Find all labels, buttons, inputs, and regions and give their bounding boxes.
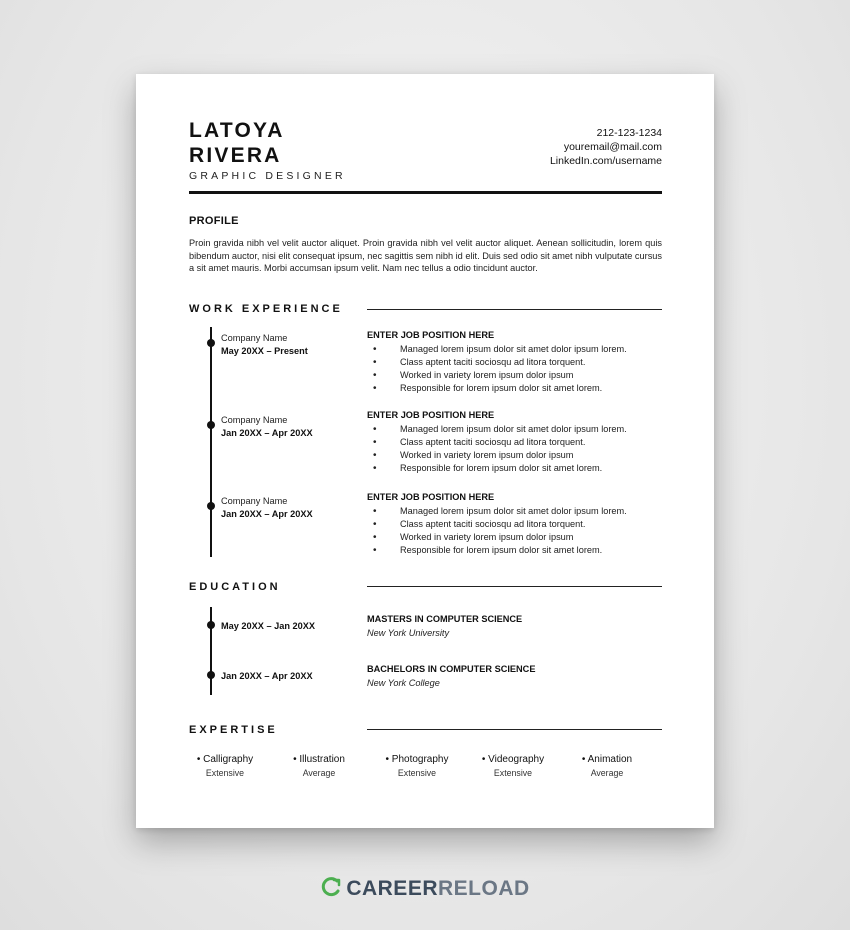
- brand-logo: [0, 876, 850, 904]
- skill-name: Calligraphy: [203, 754, 254, 765]
- degree: BACHELORS IN COMPUTER SCIENCE: [367, 664, 536, 674]
- email: youremail@mail.com: [563, 141, 662, 153]
- job-dates: May 20XX – Present: [221, 346, 308, 356]
- job-title: GRAPHIC DESIGNER: [189, 170, 346, 182]
- work-rule: [367, 309, 662, 310]
- education-dates: Jan 20XX – Apr 20XX: [221, 671, 313, 681]
- brand-reload: RELOAD: [438, 877, 530, 900]
- bullet: • Managed lorem ipsum dolor sit amet dolor ipsum lorem.: [367, 423, 667, 436]
- job-dates: Jan 20XX – Apr 20XX: [221, 428, 313, 438]
- skill-name: Videography: [488, 754, 545, 765]
- bullet: • Class aptent taciti sociosqu ad litora torquent.: [367, 518, 667, 531]
- skill-name: Illustration: [299, 754, 345, 765]
- linkedin: LinkedIn.com/username: [549, 155, 662, 167]
- skill-level: Extensive: [493, 768, 533, 778]
- job-position: ENTER JOB POSITION HERE: [367, 330, 495, 340]
- timeline-dot: [207, 671, 215, 679]
- bullet: • Responsible for lorem ipsum dolor sit amet lorem.: [367, 382, 667, 395]
- candidate-name: [189, 118, 285, 168]
- timeline-dot: [207, 339, 215, 347]
- careerreload-logo-icon: [320, 876, 342, 904]
- skill-item: • Animation Average: [562, 754, 652, 778]
- job-entry: [367, 410, 667, 475]
- skill-item: • Calligraphy Extensive: [180, 754, 270, 778]
- school: New York University: [367, 628, 450, 638]
- bullet: • Class aptent taciti sociosqu ad litora torquent.: [367, 436, 667, 449]
- bullet: • Worked in variety lorem ipsum dolor ipsum: [367, 449, 667, 462]
- skill-item: • Videography Extensive: [468, 754, 558, 778]
- last-name: RIVERA: [189, 144, 282, 167]
- company-name: Company Name: [221, 333, 288, 343]
- school: New York College: [367, 678, 440, 688]
- skill-level: Extensive: [397, 768, 437, 778]
- job-bullets: [367, 423, 667, 475]
- degree: MASTERS IN COMPUTER SCIENCE: [367, 614, 523, 624]
- job-bullets: [367, 505, 667, 557]
- bullet: • Worked in variety lorem ipsum dolor ipsum: [367, 369, 667, 382]
- first-name: LATOYA: [189, 119, 285, 142]
- skill-item: • Photography Extensive: [372, 754, 462, 778]
- timeline-dot: [207, 421, 215, 429]
- job-dates: Jan 20XX – Apr 20XX: [221, 509, 313, 519]
- timeline-dot: [207, 621, 215, 629]
- profile-text: Proin gravida nibh vel velit auctor aliquet. Proin gravida nibh vel velit auctor aliquet. Aenean sollicitudin, lorem quis bibendum auctor, nisi elit consequat ipsum, nec sagittis sem nibh id elit. Duis sed odio sit amet nibh vulputate cursus a sit amet mauris. Morbi accumsan ipsum velit. Nam nec tellus a odio tincidunt auctor.: [189, 238, 662, 274]
- work-timeline: [210, 327, 212, 557]
- education-dates: May 20XX – Jan 20XX: [221, 621, 315, 631]
- header-divider: [189, 191, 662, 194]
- company-name: Company Name: [221, 496, 288, 506]
- bullet: • Managed lorem ipsum dolor sit amet dolor ipsum lorem.: [367, 343, 667, 356]
- bullet: • Responsible for lorem ipsum dolor sit amet lorem.: [367, 462, 667, 475]
- education-entry: [367, 614, 522, 638]
- education-entry: [367, 664, 535, 688]
- skill-level: Extensive: [205, 768, 245, 778]
- contact-block: [550, 126, 662, 168]
- phone: 212-123-1234: [596, 127, 662, 139]
- bullet: • Managed lorem ipsum dolor sit amet dolor ipsum lorem.: [367, 505, 667, 518]
- skill-level: Average: [302, 768, 336, 778]
- education-heading: EDUCATION: [189, 581, 281, 593]
- company-name: Company Name: [221, 415, 288, 425]
- job-entry: [367, 330, 667, 395]
- skill-name: Photography: [391, 754, 449, 765]
- bullet: • Class aptent taciti sociosqu ad litora torquent.: [367, 356, 667, 369]
- education-rule: [367, 586, 662, 587]
- job-position: ENTER JOB POSITION HERE: [367, 492, 495, 502]
- brand-career: CAREER: [346, 877, 438, 900]
- job-position: ENTER JOB POSITION HERE: [367, 410, 495, 420]
- expertise-heading: EXPERTISE: [189, 724, 278, 736]
- work-heading: WORK EXPERIENCE: [189, 303, 343, 315]
- resume-page: [136, 74, 714, 828]
- timeline-dot: [207, 502, 215, 510]
- skill-item: • Illustration Average: [274, 754, 364, 778]
- job-bullets: [367, 343, 667, 395]
- bullet: • Responsible for lorem ipsum dolor sit amet lorem.: [367, 544, 667, 557]
- skill-name: Animation: [587, 754, 633, 765]
- job-entry: [367, 492, 667, 557]
- bullet: • Worked in variety lorem ipsum dolor ipsum: [367, 531, 667, 544]
- profile-heading: PROFILE: [189, 215, 239, 227]
- expertise-rule: [367, 729, 662, 730]
- skill-level: Average: [590, 768, 624, 778]
